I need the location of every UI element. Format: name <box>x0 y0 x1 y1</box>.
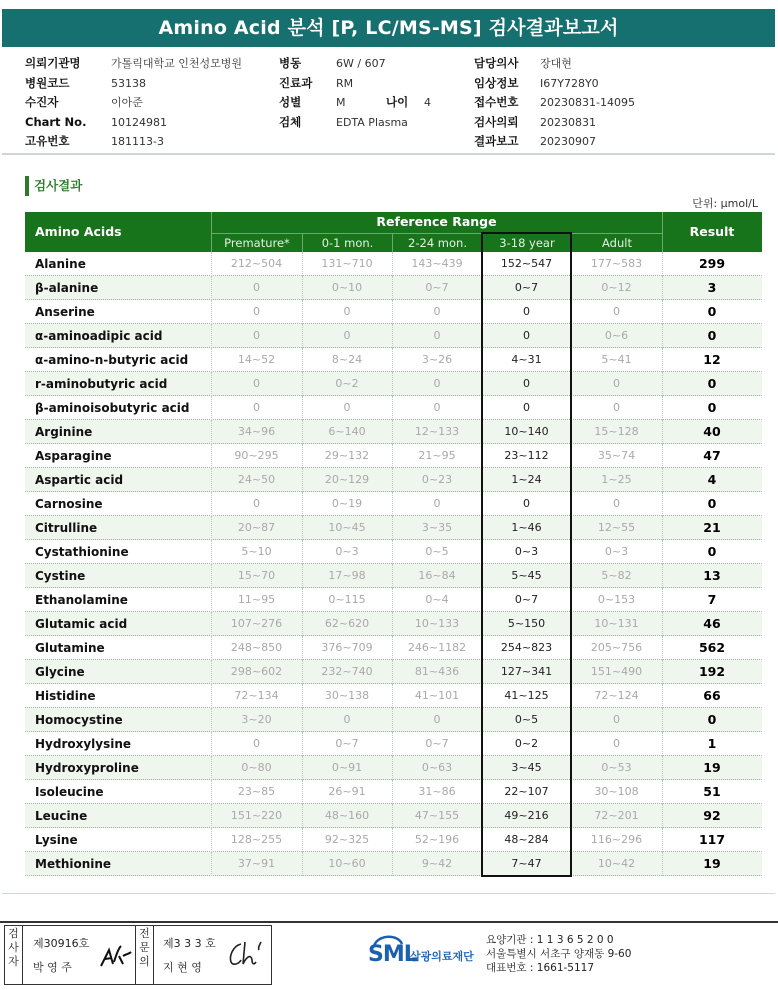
contact-address: 서울특별시 서초구 양재동 9-60 <box>486 948 632 960</box>
reference-range-cell: 52~196 <box>414 833 460 846</box>
result-cell: 0 <box>707 400 717 415</box>
header-amino-acids: Amino Acids <box>35 224 122 239</box>
org-name: 삼광의료재단 <box>410 950 474 963</box>
amino-acid-name: β-aminoisobutyric acid <box>35 401 190 415</box>
result-cell: 12 <box>703 352 721 367</box>
reference-range-cell: 0 <box>343 305 351 318</box>
reference-range-cell: 0~3 <box>514 545 539 558</box>
info-value: 10124981 <box>111 115 167 129</box>
reference-range-cell: 3~26 <box>421 353 453 366</box>
result-cell: 19 <box>703 856 721 871</box>
info-value: 20230831-14095 <box>540 96 635 109</box>
reference-range-cell: 0 <box>253 329 260 342</box>
subheader-0-1-mon: 0-1 mon. <box>302 233 392 252</box>
table-row <box>25 396 762 420</box>
table-row <box>25 348 762 372</box>
reference-range-cell: 11~95 <box>237 593 276 606</box>
reference-range-cell: 15~128 <box>594 425 639 438</box>
info-value: 6W / 607 <box>336 57 386 70</box>
result-cell: 13 <box>703 568 721 583</box>
table-row <box>25 684 762 708</box>
info-value: EDTA Plasma <box>336 115 408 129</box>
info-value: I67Y728Y0 <box>540 76 599 90</box>
reference-range-cell: 151~490 <box>590 665 643 678</box>
reference-range-cell: 0 <box>343 329 351 342</box>
reference-range-cell: 0~153 <box>597 593 636 606</box>
reference-range-cell: 20~129 <box>324 473 370 486</box>
reference-range-cell: 5~41 <box>601 353 632 366</box>
table-row <box>25 540 762 564</box>
reference-range-cell: 10~140 <box>504 425 549 438</box>
examiner-label-text: 검사자 <box>8 927 19 968</box>
result-cell: 562 <box>698 640 726 655</box>
table-row <box>25 324 762 348</box>
reference-range-cell: 0~115 <box>328 593 366 606</box>
reference-range-cell: 0 <box>613 497 620 510</box>
reference-range-cell: 5~10 <box>241 545 272 558</box>
reference-range-cell: 81~436 <box>414 665 460 678</box>
reference-range-cell: 0~10 <box>331 281 363 294</box>
examiner-signature <box>99 942 133 970</box>
info-label: 담당의사 <box>474 56 519 70</box>
result-cell: 0 <box>707 712 717 727</box>
reference-range-cell: 31~86 <box>418 785 456 798</box>
info-label: Chart No. <box>25 114 87 129</box>
info-label: 병원코드 <box>25 75 70 90</box>
table-row <box>25 708 762 732</box>
reference-range-cell: 14~52 <box>237 353 276 366</box>
info-value: RM <box>336 76 354 90</box>
result-cell: 0 <box>707 496 717 511</box>
reference-range-cell: 1~46 <box>511 521 542 534</box>
reference-range-cell: 41~125 <box>504 689 549 702</box>
reference-range-cell: 48~160 <box>324 809 370 822</box>
table-row <box>25 564 762 588</box>
info-label: 검사의뢰 <box>474 114 519 129</box>
amino-acid-name: Ethanolamine <box>35 593 128 607</box>
reference-range-cell: 0 <box>433 497 441 510</box>
reference-range-cell: 0~53 <box>601 761 632 774</box>
reference-range-cell: 41~101 <box>414 689 460 702</box>
amino-acid-name: Glutamine <box>35 641 105 655</box>
reference-range-cell: 92~325 <box>324 833 370 846</box>
reference-range-cell: 254~823 <box>500 641 553 654</box>
result-cell: 4 <box>707 472 717 487</box>
reference-range-cell: 0~63 <box>421 761 453 774</box>
reference-range-cell: 0~5 <box>514 713 539 726</box>
reference-range-cell: 0~6 <box>604 329 629 342</box>
reference-range-cell: 0~7 <box>514 593 539 606</box>
reference-range-cell: 0~4 <box>425 593 449 606</box>
reference-range-cell: 205~756 <box>590 641 643 654</box>
reference-range-cell: 0~2 <box>514 737 539 750</box>
amino-acid-name: Lysine <box>35 833 78 847</box>
reference-range-cell: 90~295 <box>234 449 279 462</box>
reference-range-cell: 16~84 <box>418 569 456 582</box>
table-row <box>25 516 762 540</box>
amino-acid-name: Glycine <box>35 665 85 679</box>
table-header <box>25 212 762 252</box>
reference-range-cell: 0~19 <box>331 497 363 510</box>
reference-range-cell: 6~140 <box>328 425 366 438</box>
amino-acid-name: Alanine <box>35 257 86 271</box>
reference-range-cell: 0~80 <box>241 761 272 774</box>
amino-acid-name: Hydroxyproline <box>35 761 139 775</box>
examiner-name: 박 영 주 <box>33 961 72 974</box>
table-row <box>25 756 762 780</box>
reference-range-cell: 0~7 <box>335 737 359 750</box>
info-value: 이아준 <box>111 96 143 109</box>
specialist-name: 지 현 영 <box>163 961 202 974</box>
reference-range-cell: 0~3 <box>335 545 359 558</box>
result-cell: 66 <box>703 688 721 703</box>
reference-range-cell: 151~220 <box>230 809 283 822</box>
result-cell: 0 <box>707 376 717 391</box>
result-cell: 46 <box>703 616 721 631</box>
reference-range-cell: 0~23 <box>421 473 453 486</box>
reference-range-cell: 0~12 <box>601 281 632 294</box>
reference-range-cell: 0 <box>433 401 441 414</box>
reference-range-cell: 1~24 <box>511 473 542 486</box>
contact-phone: 대표번호 : 1661-5117 <box>486 962 595 974</box>
amino-acid-name: Anserine <box>35 305 95 319</box>
reference-range-cell: 15~70 <box>237 569 276 582</box>
reference-range-cell: 0 <box>253 737 260 750</box>
subheader-2-24-mon: 2-24 mon. <box>392 233 482 252</box>
amino-acid-name: Homocystine <box>35 713 123 727</box>
table-row <box>25 444 762 468</box>
reference-range-cell: 22~107 <box>504 785 549 798</box>
table-row <box>25 612 762 636</box>
info-value: 181113-3 <box>111 135 164 148</box>
info-value: 20230831 <box>540 115 596 129</box>
section-title: 검사결과 <box>25 176 82 196</box>
age-value: 4 <box>424 96 431 109</box>
amino-acid-name: Leucine <box>35 809 88 823</box>
reference-range-cell: 10~60 <box>328 857 366 870</box>
amino-acid-name: r-aminobutyric acid <box>35 377 168 391</box>
result-cell: 117 <box>698 832 726 847</box>
reference-range-cell: 30~108 <box>594 785 639 798</box>
reference-range-cell: 0 <box>613 713 620 726</box>
subheader-premature: Premature* <box>211 233 302 252</box>
reference-range-cell: 212~504 <box>230 257 283 270</box>
examiner-label <box>5 926 23 984</box>
reference-range-cell: 0 <box>253 377 260 390</box>
amino-acid-name: Glutamic acid <box>35 617 128 631</box>
reference-range-cell: 0~7 <box>514 281 539 294</box>
table-row <box>25 588 762 612</box>
reference-range-cell: 107~276 <box>230 617 283 630</box>
reference-range-cell: 0 <box>433 305 441 318</box>
table-row <box>25 252 762 276</box>
info-col3 <box>474 54 635 152</box>
reference-range-cell: 12~55 <box>597 521 636 534</box>
amino-acid-name: α-aminoadipic acid <box>35 329 163 343</box>
reference-range-cell: 35~74 <box>597 449 636 462</box>
reference-range-cell: 0 <box>523 329 530 342</box>
reference-range-cell: 0 <box>253 401 260 414</box>
result-cell: 0 <box>707 304 717 319</box>
reference-range-cell: 30~138 <box>324 689 370 702</box>
reference-range-cell: 0 <box>523 401 530 414</box>
reference-range-cell: 24~50 <box>237 473 276 486</box>
info-label: 결과보고 <box>474 134 519 148</box>
result-cell: 92 <box>703 808 721 823</box>
reference-range-cell: 5~82 <box>601 569 632 582</box>
amino-acid-name: Arginine <box>35 425 93 439</box>
info-value: 53138 <box>111 76 146 90</box>
reference-range-cell: 23~112 <box>504 449 549 462</box>
table-row <box>25 828 762 852</box>
reference-range-cell: 5~45 <box>511 569 542 582</box>
subheader-adult: Adult <box>571 233 662 252</box>
reference-range-cell: 0~3 <box>604 545 629 558</box>
reference-range-cell: 0 <box>433 713 441 726</box>
footer-rule <box>0 921 778 923</box>
result-cell: 7 <box>707 592 717 607</box>
reference-range-cell: 127~341 <box>500 665 553 678</box>
info-label: 고유번호 <box>25 134 70 148</box>
info-value: 20230907 <box>540 135 596 148</box>
reference-range-cell: 9~42 <box>421 857 453 870</box>
table-row <box>25 852 762 876</box>
reference-range-cell: 143~439 <box>411 257 463 270</box>
reference-range-cell: 0 <box>613 377 620 390</box>
reference-range-cell: 10~42 <box>597 857 636 870</box>
report-title: Amino Acid 분석 [P, LC/MS-MS] 검사결과보고서 <box>2 9 775 47</box>
info-label: 임상정보 <box>474 75 519 90</box>
amino-acid-name: Cystathionine <box>35 545 129 559</box>
reference-range-cell: 0 <box>433 377 441 390</box>
reference-range-cell: 0 <box>613 305 620 318</box>
info-label: 의뢰기관명 <box>25 56 81 70</box>
info-col2 <box>279 54 431 132</box>
reference-range-cell: 72~124 <box>594 689 639 702</box>
reference-range-cell: 0 <box>343 713 351 726</box>
reference-range-cell: 0 <box>433 329 441 342</box>
reference-range-cell: 0 <box>343 401 351 414</box>
info-label: 병동 <box>279 56 302 70</box>
table-row <box>25 732 762 756</box>
reference-range-cell: 376~709 <box>321 641 373 654</box>
result-cell: 21 <box>703 520 721 535</box>
header-reference-range: Reference Range <box>376 214 497 229</box>
result-cell: 0 <box>707 328 717 343</box>
amino-acid-name: Isoleucine <box>35 785 104 799</box>
info-label: 검체 <box>279 114 302 129</box>
header-result: Result <box>689 224 735 239</box>
reference-range-cell: 72~134 <box>234 689 279 702</box>
amino-acid-name: Methionine <box>35 857 112 871</box>
result-cell: 1 <box>707 736 717 751</box>
reference-range-cell: 0~7 <box>425 737 449 750</box>
reference-range-cell: 116~296 <box>590 833 643 846</box>
result-cell: 192 <box>698 664 726 679</box>
reference-range-cell: 3~45 <box>511 761 542 774</box>
reference-range-cell: 128~255 <box>230 833 283 846</box>
result-cell: 47 <box>703 448 721 463</box>
reference-range-cell: 4~31 <box>511 353 542 366</box>
reference-range-cell: 152~547 <box>500 257 553 270</box>
reference-range-cell: 246~1182 <box>407 641 467 654</box>
age-label: 나이 <box>386 95 409 109</box>
reference-range-cell: 0~7 <box>425 281 449 294</box>
result-cell: 40 <box>703 424 721 439</box>
info-value: 장대현 <box>540 57 572 70</box>
subheader-3-18-year: 3-18 year <box>482 233 571 252</box>
reference-range-cell: 177~583 <box>590 257 643 270</box>
info-value: 가톨릭대학교 인천성모병원 <box>111 57 243 70</box>
contact-code: 요양기관 : 1 1 3 6 5 2 0 0 <box>486 934 614 946</box>
amino-acid-name: Asparagine <box>35 449 112 463</box>
amino-acid-name: Carnosine <box>35 497 103 511</box>
divider <box>2 893 775 894</box>
result-cell: 0 <box>707 544 717 559</box>
reference-range-cell: 0 <box>253 305 260 318</box>
table-row <box>25 636 762 660</box>
result-cell: 3 <box>707 280 717 295</box>
reference-range-cell: 0 <box>523 305 530 318</box>
reference-range-cell: 3~35 <box>421 521 453 534</box>
amino-acid-name: Histidine <box>35 689 96 703</box>
reference-range-cell: 298~602 <box>230 665 283 678</box>
reference-range-cell: 5~150 <box>507 617 546 630</box>
reference-range-cell: 8~24 <box>331 353 363 366</box>
result-cell: 51 <box>703 784 721 799</box>
result-cell: 19 <box>703 760 721 775</box>
specialist-license: 제3 3 3 호 <box>163 937 216 950</box>
reference-range-cell: 131~710 <box>321 257 373 270</box>
reference-range-cell: 23~85 <box>237 785 276 798</box>
info-label: 수진자 <box>25 95 59 109</box>
reference-range-cell: 0~2 <box>335 377 359 390</box>
divider <box>2 153 775 155</box>
reference-range-cell: 0 <box>613 401 620 414</box>
examiner-license: 제30916호 <box>33 937 90 950</box>
table-body <box>25 252 762 876</box>
reference-range-cell: 1~25 <box>601 473 632 486</box>
logo-text: SML <box>368 942 417 967</box>
reference-range-cell: 232~740 <box>321 665 373 678</box>
specialist-signature <box>225 938 267 972</box>
reference-range-cell: 34~96 <box>237 425 276 438</box>
table-row <box>25 372 762 396</box>
specialist-label <box>136 926 154 984</box>
reference-range-cell: 0 <box>613 737 620 750</box>
table-row <box>25 468 762 492</box>
reference-range-cell: 48~284 <box>504 833 549 846</box>
unit-label: 단위: μmol/L <box>692 197 758 210</box>
reference-range-cell: 37~91 <box>237 857 276 870</box>
contact-info <box>486 933 631 975</box>
amino-acid-name: Aspartic acid <box>35 473 124 487</box>
table-row <box>25 804 762 828</box>
reference-range-cell: 0 <box>253 497 260 510</box>
signature-box <box>4 925 272 985</box>
info-label: 성별 <box>279 95 302 109</box>
table-row <box>25 276 762 300</box>
reference-range-cell: 20~87 <box>237 521 276 534</box>
reference-range-cell: 248~850 <box>230 641 283 654</box>
result-cell: 299 <box>698 256 726 271</box>
table-row <box>25 300 762 324</box>
reference-range-cell: 62~620 <box>324 617 370 630</box>
info-value: M <box>336 96 346 109</box>
results-table <box>25 212 762 876</box>
reference-range-cell: 17~98 <box>328 569 366 582</box>
reference-range-cell: 0~5 <box>425 545 449 558</box>
reference-range-cell: 10~133 <box>414 617 460 630</box>
reference-range-cell: 10~45 <box>328 521 366 534</box>
reference-range-cell: 10~131 <box>594 617 639 630</box>
info-col1 <box>25 54 242 152</box>
reference-range-cell: 0~91 <box>331 761 363 774</box>
table-row <box>25 780 762 804</box>
amino-acid-name: Cystine <box>35 569 86 583</box>
amino-acid-name: Citrulline <box>35 521 98 535</box>
reference-range-cell: 26~91 <box>328 785 366 798</box>
header-divider <box>662 212 663 252</box>
specialist-label-text: 전문의 <box>139 927 150 968</box>
info-label: 접수번호 <box>474 95 519 109</box>
reference-range-cell: 21~95 <box>418 449 456 462</box>
info-label: 진료과 <box>279 75 313 90</box>
reference-range-cell: 49~216 <box>504 809 549 822</box>
amino-acid-name: β-alanine <box>35 281 99 295</box>
reference-range-cell: 3~20 <box>241 713 272 726</box>
reference-range-cell: 7~47 <box>511 857 542 870</box>
reference-range-cell: 12~133 <box>414 425 460 438</box>
table-row <box>25 492 762 516</box>
reference-range-cell: 0 <box>253 281 260 294</box>
reference-range-cell: 0 <box>523 497 530 510</box>
amino-acid-name: Hydroxylysine <box>35 737 132 751</box>
table-row <box>25 420 762 444</box>
table-row <box>25 660 762 684</box>
reference-range-cell: 0 <box>523 377 530 390</box>
reference-range-cell: 29~132 <box>324 449 370 462</box>
amino-acid-name: α-amino-n-butyric acid <box>35 353 189 367</box>
reference-range-cell: 72~201 <box>594 809 639 822</box>
reference-range-cell: 47~155 <box>414 809 460 822</box>
